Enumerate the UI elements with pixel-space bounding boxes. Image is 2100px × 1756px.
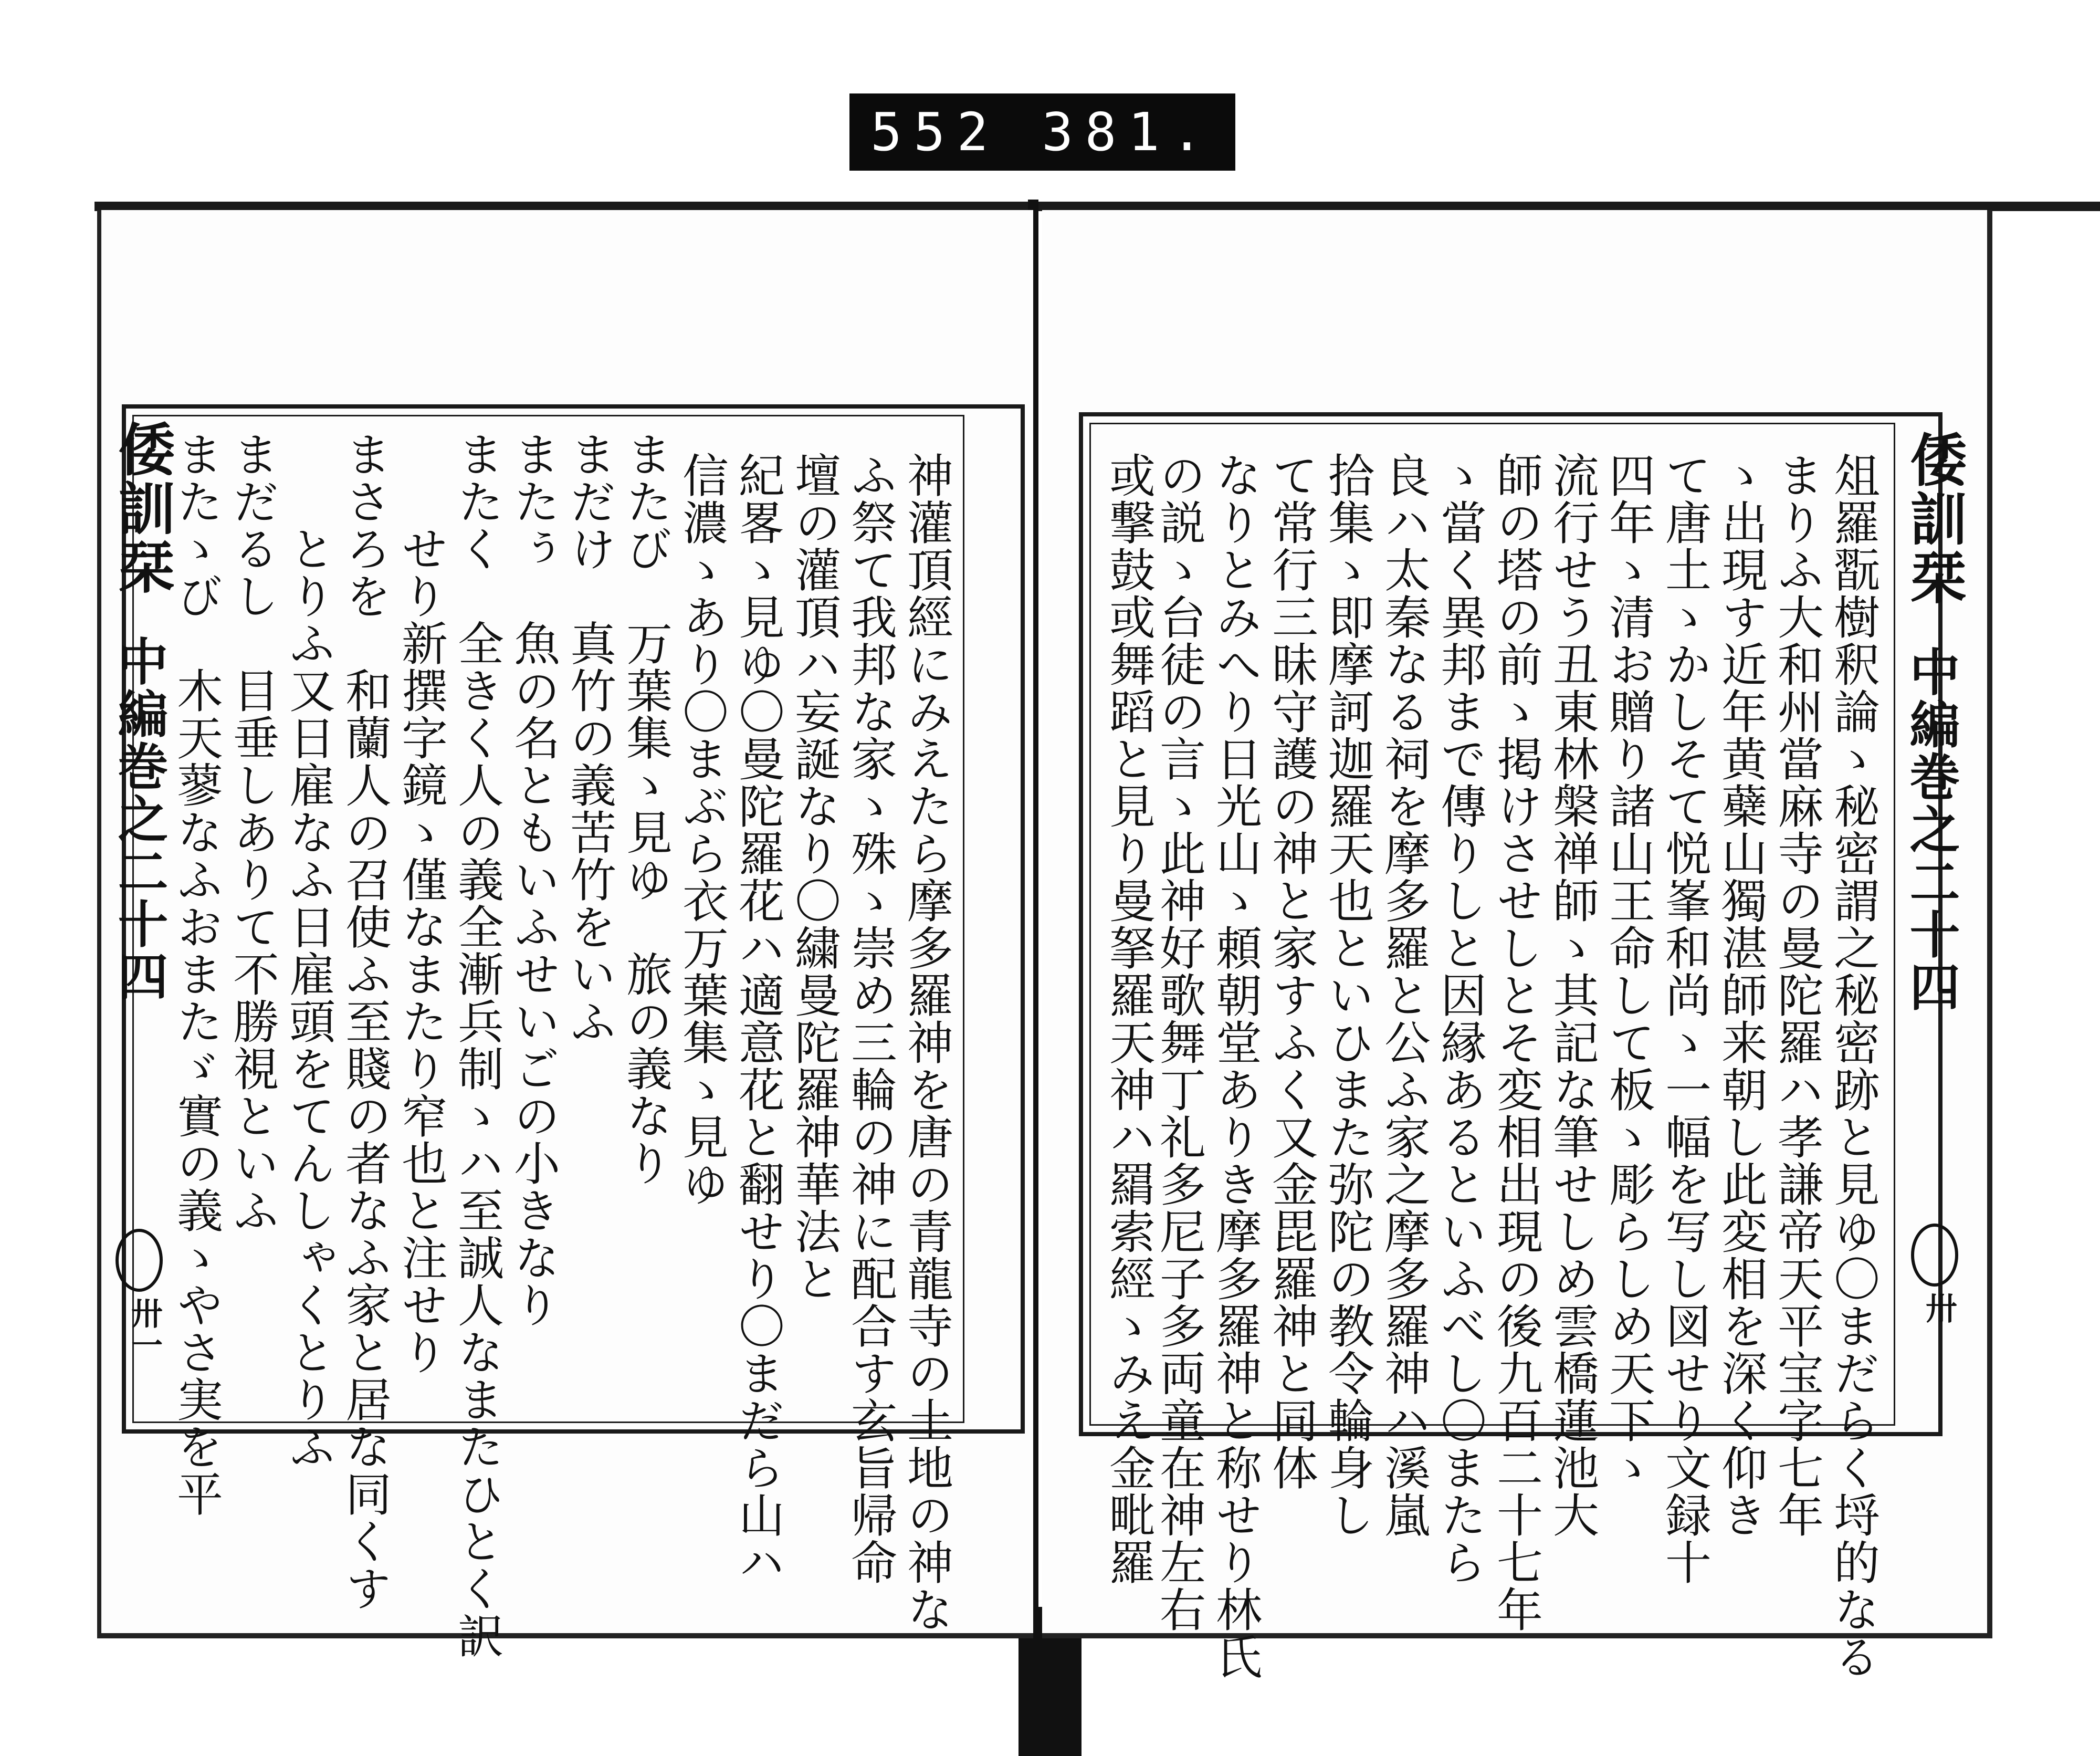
left-col-4: 紀畧ゝ見ゆ〇曼陀羅花ハ適意花と翻せり〇まだら山ハ bbox=[731, 452, 785, 1586]
right-col-8: ゝ當く異邦まで傳りしと因縁あるといふべし〇またら bbox=[1433, 452, 1487, 1586]
right-page-folio: 卅 bbox=[1920, 1292, 1957, 1323]
catalog-label bbox=[849, 93, 1235, 171]
right-col-12: なりとみへり日光山ゝ頼朝堂ありき摩多羅神と称せり林氏 bbox=[1209, 452, 1263, 1680]
right-col-14: 或撃鼓或舞蹈と見り曼拏羅天神ハ羂索經ゝみえ金毗羅 bbox=[1102, 452, 1156, 1586]
right-page-folio-mark bbox=[1911, 1224, 1958, 1287]
right-page-spine-title: 倭訓栞 bbox=[1900, 431, 1967, 607]
right-col-1: 俎羅翫樹釈論ゝ秘密謂之秘密跡と見ゆ〇まだらく埒的なる bbox=[1826, 452, 1881, 1680]
left-col-10: せり新撰字鏡ゝ僅なまたり窄也と注せり bbox=[394, 525, 448, 1376]
right-col-13: の説ゝ台徒の言ゝ此神好歌舞丁礼多尼子多両童在神左右 bbox=[1152, 452, 1206, 1633]
right-col-10: 拾集ゝ即摩訶迦羅天也といひまた弥陀の教令輪身し bbox=[1321, 452, 1375, 1539]
left-col-9: またく 全きく人の義全漸兵制ゝハ至誠人なまたひとく訳 bbox=[450, 431, 505, 1659]
left-col-8: またぅ 魚の名ともいふせいごの小きなり bbox=[507, 431, 561, 1329]
left-page-spine-volume: 中編巻之二十四 bbox=[110, 635, 169, 1003]
left-col-11: まさろを 和蘭人の召使ふ至賤の者なふ家と居な同くす bbox=[338, 431, 392, 1612]
left-col-3: 壇の灌頂ハ妄誕なり〇繍曼陀羅神華法と bbox=[788, 452, 842, 1302]
right-page-spine-volume: 中編巻之二十四 bbox=[1902, 646, 1961, 1013]
catalog-label-right: 381. bbox=[1042, 101, 1214, 163]
catalog-label-left: 552 bbox=[870, 101, 1000, 163]
right-col-6: 流行せう丑東林槃禅師ゝ其記な筆せしめ雲橋蓮池大 bbox=[1546, 452, 1600, 1539]
left-col-1: 神灌頂經にみえたら摩多羅神を唐の青龍寺の土地の神な bbox=[900, 452, 954, 1633]
right-col-7: 師の塔の前ゝ掲けさせしとそ変相出現の後九百二十七年 bbox=[1489, 452, 1544, 1633]
right-col-2: まりふ大和州當麻寺の曼陀羅ハ孝謙帝天平宝字七年 bbox=[1770, 452, 1824, 1539]
left-col-2: ふ祭て我邦な家ゝ殊ゝ崇め三輪の神に配合す玄旨帰命 bbox=[844, 452, 898, 1586]
left-col-7: まだけ 真竹の義苦竹をいふ bbox=[563, 431, 617, 1045]
left-col-6: またび 万葉集ゝ見ゆ 旅の義なり bbox=[619, 431, 673, 1187]
left-col-5: 信濃ゝあり〇まぶら衣万葉集ゝ見ゆ bbox=[675, 452, 729, 1208]
right-col-5: 四年ゝ清お贈り諸山王命して板ゝ彫らしめ天下ゝ bbox=[1602, 452, 1656, 1491]
left-col-14: またゝび 木天蓼なふおまたゞ實の義ゝやさ実を平 bbox=[170, 431, 224, 1518]
left-col-13: まだるし 目垂しありて不勝視といふ bbox=[226, 431, 280, 1234]
right-col-9: 良ハ太秦なる祠を摩多羅と公ふ家之摩多羅神ハ溪嵐 bbox=[1377, 452, 1431, 1539]
right-col-4: て唐土ゝかしそて悦峯和尚ゝ一幅を写し図せり文録十 bbox=[1658, 452, 1712, 1586]
right-col-3: ゝ出現す近年黄蘗山獨湛師来朝し此変相を深く仰き bbox=[1714, 452, 1768, 1539]
left-page-folio-mark bbox=[116, 1229, 163, 1292]
right-col-11: て常行三昧守護の神と家すふく又金毘羅神と同体 bbox=[1265, 452, 1319, 1491]
left-page-spine-title: 倭訓栞 bbox=[109, 420, 175, 597]
left-page-folio: 卅一 bbox=[126, 1297, 163, 1360]
left-col-12: とりふ又日雇なふ日雇頭をてんしゃくとりふ bbox=[282, 525, 336, 1470]
